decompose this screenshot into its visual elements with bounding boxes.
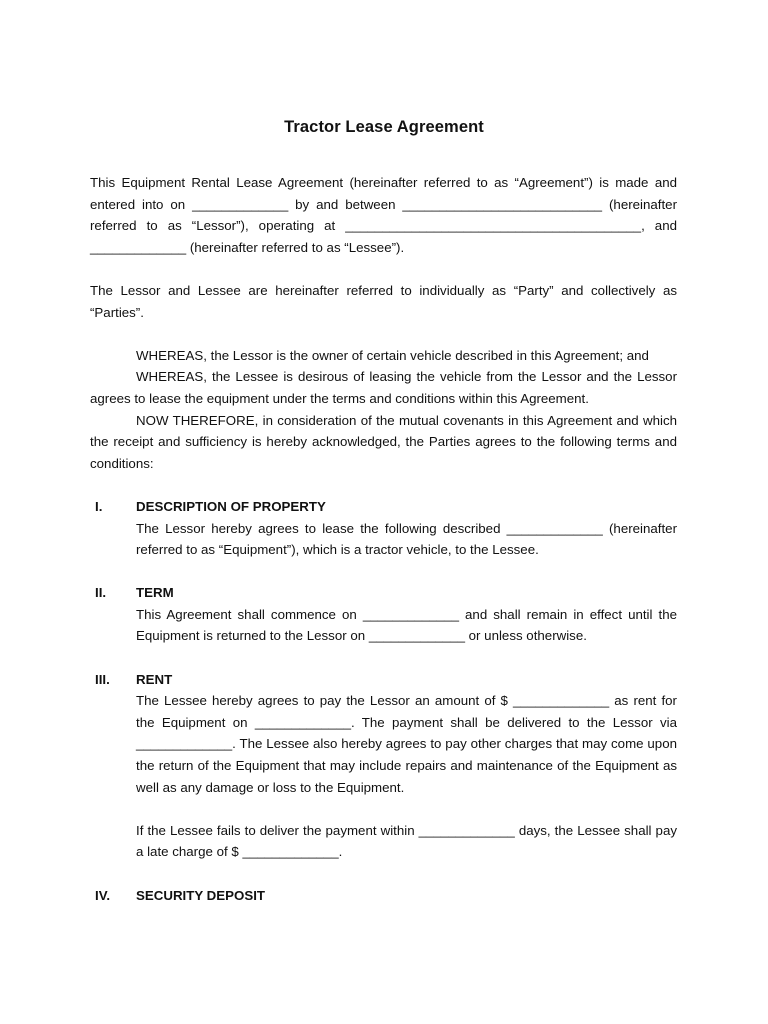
section-paragraph: This Agreement shall commence on _____________ and shall remain in effect until the Equipment is returned to the Lessor on _____________ or unless otherwise.: [136, 606, 677, 644]
section-description-of-property: [90, 496, 677, 561]
section-numeral: III.: [95, 671, 110, 687]
section-numeral: II.: [95, 585, 107, 601]
intro-paragraph: This Equipment Rental Lease Agreement (hereinafter referred to as “Agreement”) is made and entered into on _____________ by and between ___________________________ (hereinafter referred to as “Lessor”), operating at ________________________________________, and _____________ (hereinafter referred to as “Lessee”).: [90, 175, 677, 255]
section-heading: DESCRIPTION OF PROPERTY: [136, 498, 326, 514]
document-title: Tractor Lease Agreement: [284, 118, 484, 136]
whereas-1-paragraph: WHEREAS, the Lessor is the owner of certain vehicle described in this Agreement; and: [136, 347, 649, 363]
section-security-deposit: [90, 885, 677, 907]
section-heading: RENT: [136, 671, 173, 687]
section-paragraph: The Lessee hereby agrees to pay the Lessor an amount of $ _____________ as rent for the Equipment on _____________. The payment shall be delivered to the Lessor via _____________. The Lessee also hereby agrees to pay other charges that may come upon the return of the Equipment that may include repairs and maintenance of the Equipment as well as any damage or loss to the Equipment.: [136, 693, 677, 795]
section-term: [90, 582, 677, 647]
now-therefore-paragraph: NOW THEREFORE, in consideration of the mutual covenants in this Agreement and which the receipt and sufficiency is hereby acknowledged, the Parties agrees to the following terms and conditions:: [90, 412, 677, 471]
section-paragraph: The Lessor hereby agrees to lease the following described _____________ (hereinafter referred to as “Equipment”), which is a tractor vehicle, to the Lessee.: [136, 520, 677, 558]
parties-paragraph: The Lessor and Lessee are hereinafter referred to individually as “Party” and collectively as “Parties”.: [90, 282, 677, 320]
section-heading: TERM: [136, 585, 174, 601]
document-body: [90, 172, 677, 906]
section-heading: SECURITY DEPOSIT: [136, 887, 266, 903]
section-numeral: IV.: [95, 887, 111, 903]
whereas-2-paragraph: WHEREAS, the Lessee is desirous of leasing the vehicle from the Lessor and the Lessor agrees to lease the equipment under the terms and conditions within this Agreement.: [90, 369, 677, 406]
section-rent: [90, 669, 677, 863]
section-paragraph: If the Lessee fails to deliver the payment within _____________ days, the Lessee shall pay a late charge of $ _____________.: [136, 822, 677, 860]
section-numeral: I.: [95, 498, 103, 514]
